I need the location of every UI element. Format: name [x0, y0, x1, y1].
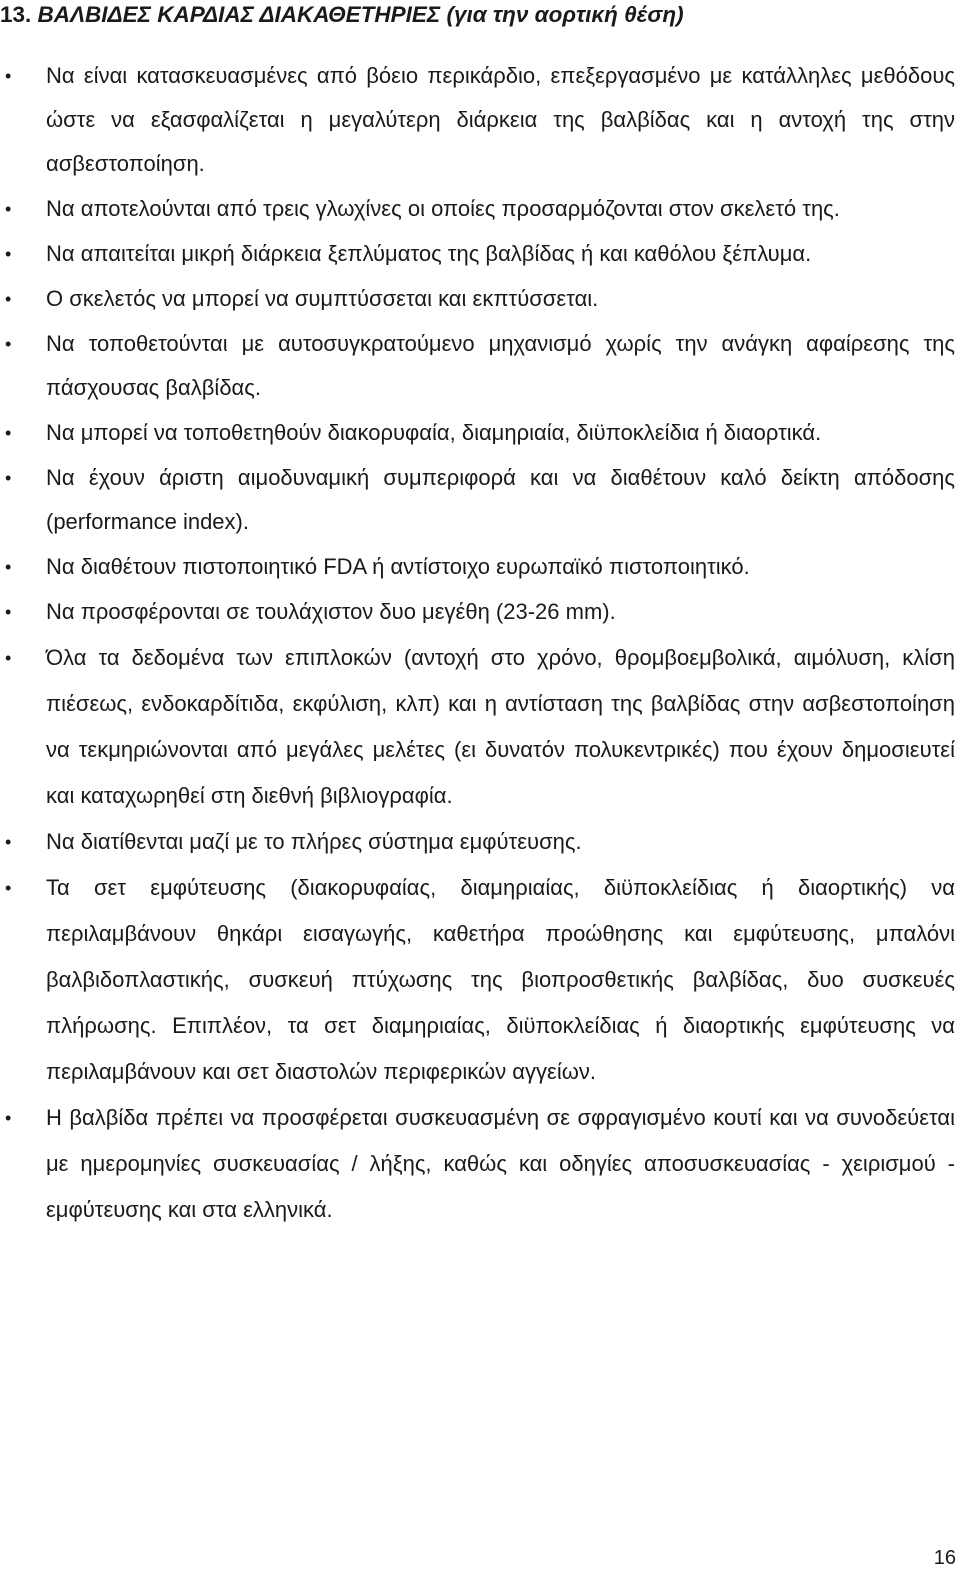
- bullet-icon: •: [5, 1108, 12, 1128]
- bullet-icon: •: [5, 423, 12, 443]
- list-item-text: Να μπορεί να τοποθετηθούν διακορυφαία, διαμηριαία, διϋποκλείδια ή διαορτικά.: [46, 420, 822, 445]
- bullet-icon: •: [5, 289, 12, 309]
- list-item-text: Να προσφέρονται σε τουλάχιστον δυο μεγέθη (23-26 mm).: [46, 599, 616, 624]
- list-item: [0, 277, 955, 321]
- list-item: [0, 819, 955, 865]
- list-item-text: Να απαιτείται μικρή διάρκεια ξεπλύματος της βαλβίδας ή και καθόλου ξέπλυμα.: [46, 241, 812, 266]
- bullet-icon: •: [5, 557, 12, 577]
- list-item: [0, 232, 955, 276]
- list-item-text: Να είναι κατασκευασμένες από βόειο περικάρδιο, επεξεργασμένο με κατάλληλες μεθόδους ώστε να εξασφαλίζεται η μεγαλύτερη διάρκεια της βαλβίδας και η αντοχή της στην ασβεστοποίηση.: [46, 63, 955, 176]
- list-item-text: Να έχουν άριστη αιμοδυναμική συμπεριφορά και να διαθέτουν καλό δείκτη απόδοσης (performance index).: [46, 465, 955, 534]
- list-item: [0, 322, 955, 410]
- list-item: [0, 545, 955, 589]
- bullet-icon: •: [5, 244, 12, 264]
- list-item: [0, 187, 955, 231]
- list-item-text: Η βαλβίδα πρέπει να προσφέρεται συσκευασμένη σε σφραγισμένο κουτί και να συνοδεύεται με ημερομηνίες συσκευασίας / λήξης, καθώς και οδηγίες αποσυσκευασίας - χειρισμού - εμφύτευσης και στα ελληνικά.: [46, 1105, 955, 1222]
- list-item-text: Ο σκελετός να μπορεί να συμπτύσσεται και εκπτύσσεται.: [46, 286, 599, 311]
- bullet-icon: •: [5, 468, 12, 488]
- list-item-text: Να τοποθετούνται με αυτοσυγκρατούμενο μηχανισμό χωρίς την ανάγκη αφαίρεσης της πάσχουσας βαλβίδας.: [46, 331, 955, 400]
- list-item-text: Να διαθέτουν πιστοποιητικό FDA ή αντίστοιχο ευρωπαϊκό πιστοποιητικό.: [46, 554, 750, 579]
- list-item: [0, 865, 955, 1095]
- list-item: [0, 590, 955, 634]
- bullet-icon: •: [5, 602, 12, 622]
- bullet-icon: •: [5, 199, 12, 219]
- bullet-icon: •: [5, 832, 12, 852]
- list-item: [0, 635, 955, 819]
- bullet-icon: •: [5, 878, 12, 898]
- section-heading: [0, 0, 955, 30]
- list-item-text: Να αποτελούνται από τρεις γλωχίνες οι οποίες προσαρμόζονται στον σκελετό της.: [46, 196, 840, 221]
- requirements-list: [0, 54, 955, 1233]
- list-item: [0, 411, 955, 455]
- list-item-text: Όλα τα δεδομένα των επιπλοκών (αντοχή στο χρόνο, θρομβοεμβολικά, αιμόλυση, κλίση πιέσεως, ενδοκαρδίτιδα, εκφύλιση, κλπ) και η αντίσταση της βαλβίδας στην ασβεστοποίηση να τεκμηριώνονται από μεγάλες μελέτες (ει δυνατόν πολυκεντρικές) που έχουν δημοσιευτεί και καταχωρηθεί στη διεθνή βιβλιογραφία.: [46, 645, 955, 808]
- list-item: [0, 54, 955, 186]
- bullet-icon: •: [5, 66, 12, 86]
- bullet-icon: •: [5, 334, 12, 354]
- list-item: [0, 1095, 955, 1233]
- section-title: ΒΑΛΒΙΔΕΣ ΚΑΡΔΙΑΣ ΔΙΑΚΑΘΕΤΗΡΙΕΣ (για την αορτική θέση): [37, 2, 684, 27]
- section-number: 13.: [0, 2, 32, 27]
- list-item: [0, 456, 955, 544]
- bullet-icon: •: [5, 648, 12, 668]
- page-number: 16: [933, 1547, 956, 1569]
- list-item-text: Τα σετ εμφύτευσης (διακορυφαίας, διαμηριαίας, διϋποκλείδιας ή διαορτικής) να περιλαμβάνουν θηκάρι εισαγωγής, καθετήρα προώθησης και εμφύτευσης, μπαλόνι βαλβιδοπλαστικής, συσκευή πτύχωσης της βιοπροσθετικής βαλβίδας, δυο συσκευές πλήρωσης. Επιπλέον, τα σετ διαμηριαίας, διϋποκλείδιας ή διαορτικής εμφύτευσης να περιλαμβάνουν και σετ διαστολών περιφερικών αγγείων.: [46, 875, 955, 1084]
- list-item-text: Να διατίθενται μαζί με το πλήρες σύστημα εμφύτευσης.: [46, 829, 582, 854]
